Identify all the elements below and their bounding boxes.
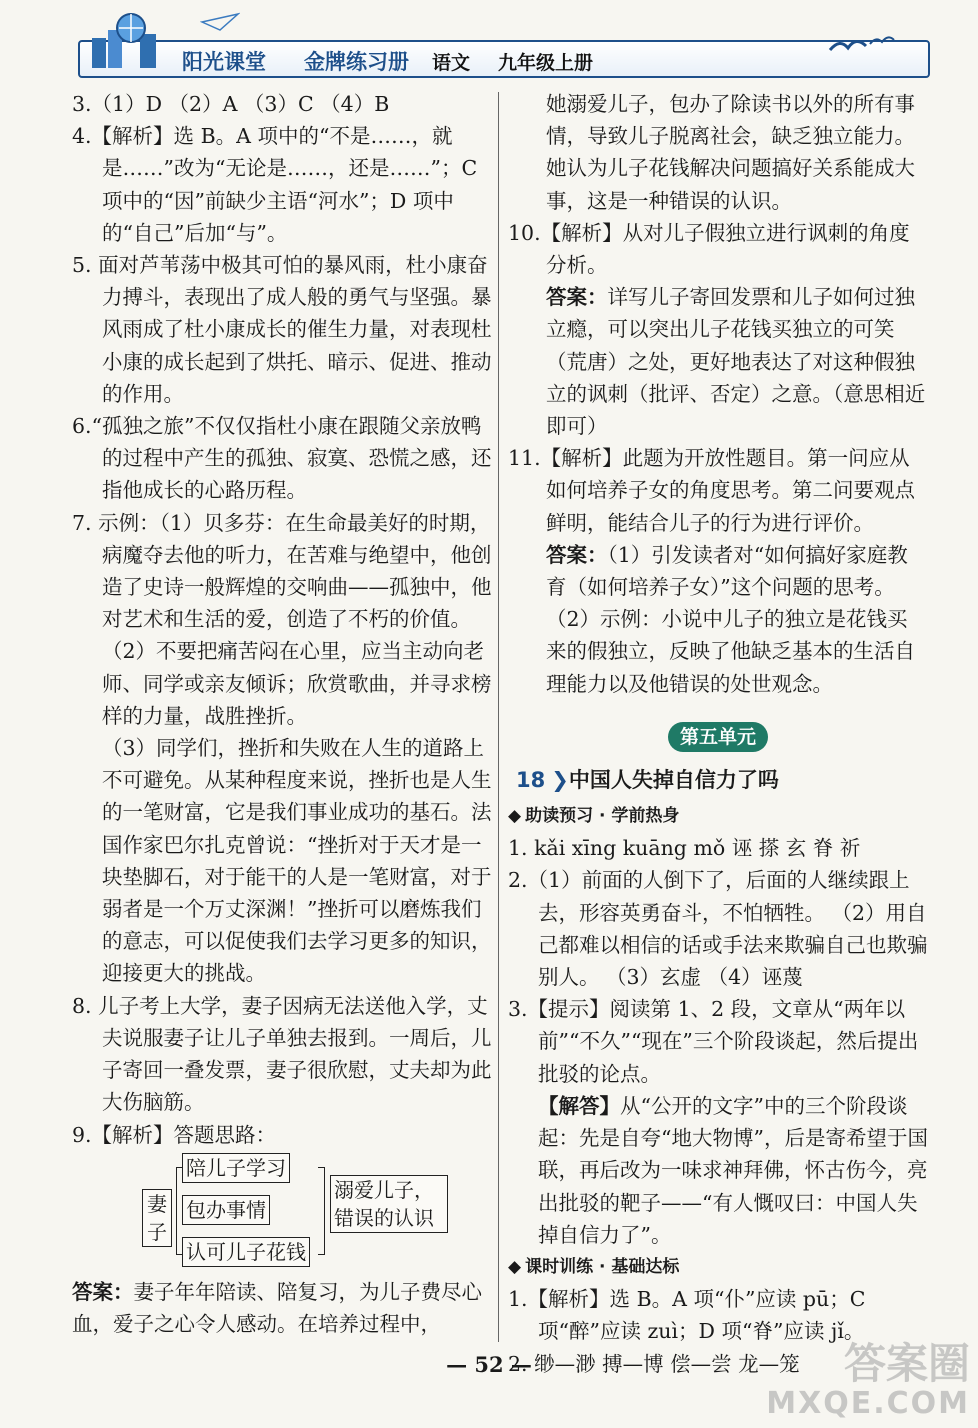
preview-1: 1. kǎi xīng kuāng mǒ 诬 搽 玄 脊 祈 <box>508 836 861 861</box>
globe-books-icon <box>86 8 166 74</box>
answer-11-text-1: （1）引发读者对“如何搞好家庭教育（如何培养子女）”这个问题的思考。 <box>546 542 908 600</box>
answer-6: 6.“孤独之旅”不仅仅指杜小康在跟随父亲放鸭的过程中产生的孤独、寂寞、恐慌之感，还指他成长的心路历程。 <box>72 414 492 503</box>
answer-9-text: 妻子年年陪读、陪复习，为儿子费尽心血，爱子之心令人感动。在培养过程中， <box>72 1279 482 1336</box>
answer-10-label: 答案： <box>546 285 608 310</box>
answer-7-part1: 7. 示例：（1）贝多芬：在生命最美好的时期，病魔夺去他的听力，在苦难与绝望中，他创造了史诗一般辉煌的交响曲——孤独中，他对艺术和生活的爱，创造了不朽的价值。 <box>72 510 492 632</box>
answer-11-text-2: （2）示例：小说中儿子的独立是花钱买来的假独立，反映了他缺乏基本的生活自理能力以及他错误的处世观念。 <box>546 607 915 696</box>
answer-9-label: 答案： <box>72 1279 134 1304</box>
subject-label: 语文 <box>432 52 471 74</box>
answer-9: 9.【解析】答题思路： <box>72 1122 277 1147</box>
section-preview-heading: ◆ 助读预习 · 学前热身 <box>508 800 928 832</box>
answer-9-body <box>72 1276 492 1340</box>
grade-label: 九年级上册 <box>498 52 594 74</box>
answer-11-label: 答案： <box>546 542 608 567</box>
answer-4: 4.【解析】选 B。A 项中的“不是……，就是……”改为“无论是……，还是……”；C 项中的“因”前缺少主语“河水”；D 项中的“自己”后加“与”。 <box>72 124 478 245</box>
answer-8: 8. 儿子考上大学，妻子因病无法送他入学，丈夫说服妻子让儿子单独去报到。一周后，儿子寄回一叠发票，妻子很欣慰，丈夫却为此大伤脑筋。 <box>72 993 492 1115</box>
answer-10-text: 详写儿子寄回发票和儿子如何过独立瘾，可以突出儿子花钱买独立的可笑（荒唐）之处，更好地表达了对这种假独立的讽刺（批评、否定）之意。（意思相近即可） <box>546 285 926 439</box>
answer-7-part2: （2）不要把痛苦闷在心里，应当主动向老师、同学或亲友倾诉；欣赏歌曲，并寻求榜样的力量，战胜挫折。 <box>102 639 492 728</box>
preview-3-text: 从“公开的文字”中的三个阶段谈起：先是自夸“地大物博”，后是寄希望于国联，再后改为一味求神拜佛，怀古伤今，亮出批驳的靶子——“有人慨叹曰：中国人失掉自信力了”。 <box>538 1093 928 1247</box>
preview-3: 3.【提示】阅读第 1、2 段，文章从“两年以前”“不久”“现在”三个阶段谈起，然后提出批驳的论点。 <box>508 997 919 1086</box>
diagram-branch-1: 陪儿子学习 <box>182 1153 290 1183</box>
page-number: — 52 — <box>446 1352 532 1377</box>
diagram-branch-3: 认可儿子花钱 <box>182 1237 310 1267</box>
column-divider <box>498 92 499 1342</box>
training-2: 2. 缈—渺 搏—博 偿—尝 龙—笼 <box>508 1351 800 1376</box>
diagram-right-bracket <box>318 1167 325 1255</box>
answer-9-continued: 她溺爱儿子，包办了除读书以外的所有事情，导致儿子脱离社会，缺乏独立能力。她认为儿子花钱解决问题搞好关系能成大事，这是一种错误的认识。 <box>546 92 915 213</box>
training-1: 1.【解析】选 B。A 项“仆”应读 pū；C 项“醉”应读 zuì；D 项“脊”应读 jǐ。 <box>508 1287 866 1344</box>
watermark-sub: MXQE.COM <box>766 1386 970 1421</box>
answer-10: 10.【解析】从对儿子假独立进行讽刺的角度分析。 <box>508 220 910 278</box>
lesson-arrow-icon: ❯ <box>551 767 569 792</box>
lesson-title <box>516 764 928 796</box>
lesson-name: 中国人失掉自信力了吗 <box>568 767 779 792</box>
diagram-branch-2: 包办事情 <box>182 1195 270 1225</box>
preview-3-answer <box>508 1090 928 1251</box>
preview-2: 2.（1）前面的人倒下了，后面的人继续跟上去，形容英勇奋斗，不怕牺牲。 （2）用自己都难以相信的话或手法来欺骗自己也欺骗别人。 （3）玄虚 （4）诬蔑 <box>508 868 928 990</box>
section-bullet-icon: ◆ <box>508 806 522 827</box>
watermark <box>766 1339 970 1424</box>
paper-plane-icon <box>200 12 240 32</box>
diagram-root: 妻子 <box>142 1189 172 1247</box>
right-column <box>508 88 928 1380</box>
preview-3-label: 【解答】 <box>538 1093 620 1118</box>
answer-10-body <box>508 281 928 442</box>
birds-icon <box>826 30 896 58</box>
book-title: 金牌练习册 <box>304 50 409 74</box>
lesson-number: 18 <box>516 767 546 792</box>
watermark-main: 答案圈 <box>843 1339 970 1388</box>
unit-header <box>508 720 928 754</box>
series-title: 阳光课堂 <box>182 50 266 74</box>
section-bullet-icon: ◆ <box>508 1256 522 1277</box>
left-column <box>72 88 492 1340</box>
answer-9-diagram <box>100 1151 492 1276</box>
page-header <box>0 0 978 90</box>
diagram-result: 溺爱儿子，错误的认识 <box>330 1175 448 1233</box>
section-training-heading: ◆ 课时训练 · 基础达标 <box>508 1251 928 1283</box>
answer-5: 5. 面对芦苇荡中极其可怕的暴风雨，杜小康奋力搏斗，表现出了成人般的勇气与坚强。暴风雨成了杜小康成长的催生力量，对表现杜小康的成长起到了烘托、暗示、促进、推动的作用。 <box>72 253 492 406</box>
answer-7-part3: （3）同学们，挫折和失败在人生的道路上不可避免。从某种程度来说，挫折也是人生的一笔财富，它是我们事业成功的基石。法国作家巴尔扎克曾说：“挫折对于天才是一块垫脚石，对于能干的人是一笔财富，对于弱者是一个万丈深渊！”挫折可以磨炼我们的意志，可以促使我们去学习更多的知识，迎接更大的挑战。 <box>102 736 492 986</box>
answer-11-body <box>508 539 928 603</box>
unit-badge: 第五单元 <box>668 722 768 752</box>
answer-3: 3.（1）D （2）A （3）C （4）B <box>72 92 390 116</box>
answer-11: 11.【解析】此题为开放性题目。第一问应从如何培养子女的角度思考。第二问要观点鲜明，能结合儿子的行为进行评价。 <box>508 446 915 535</box>
